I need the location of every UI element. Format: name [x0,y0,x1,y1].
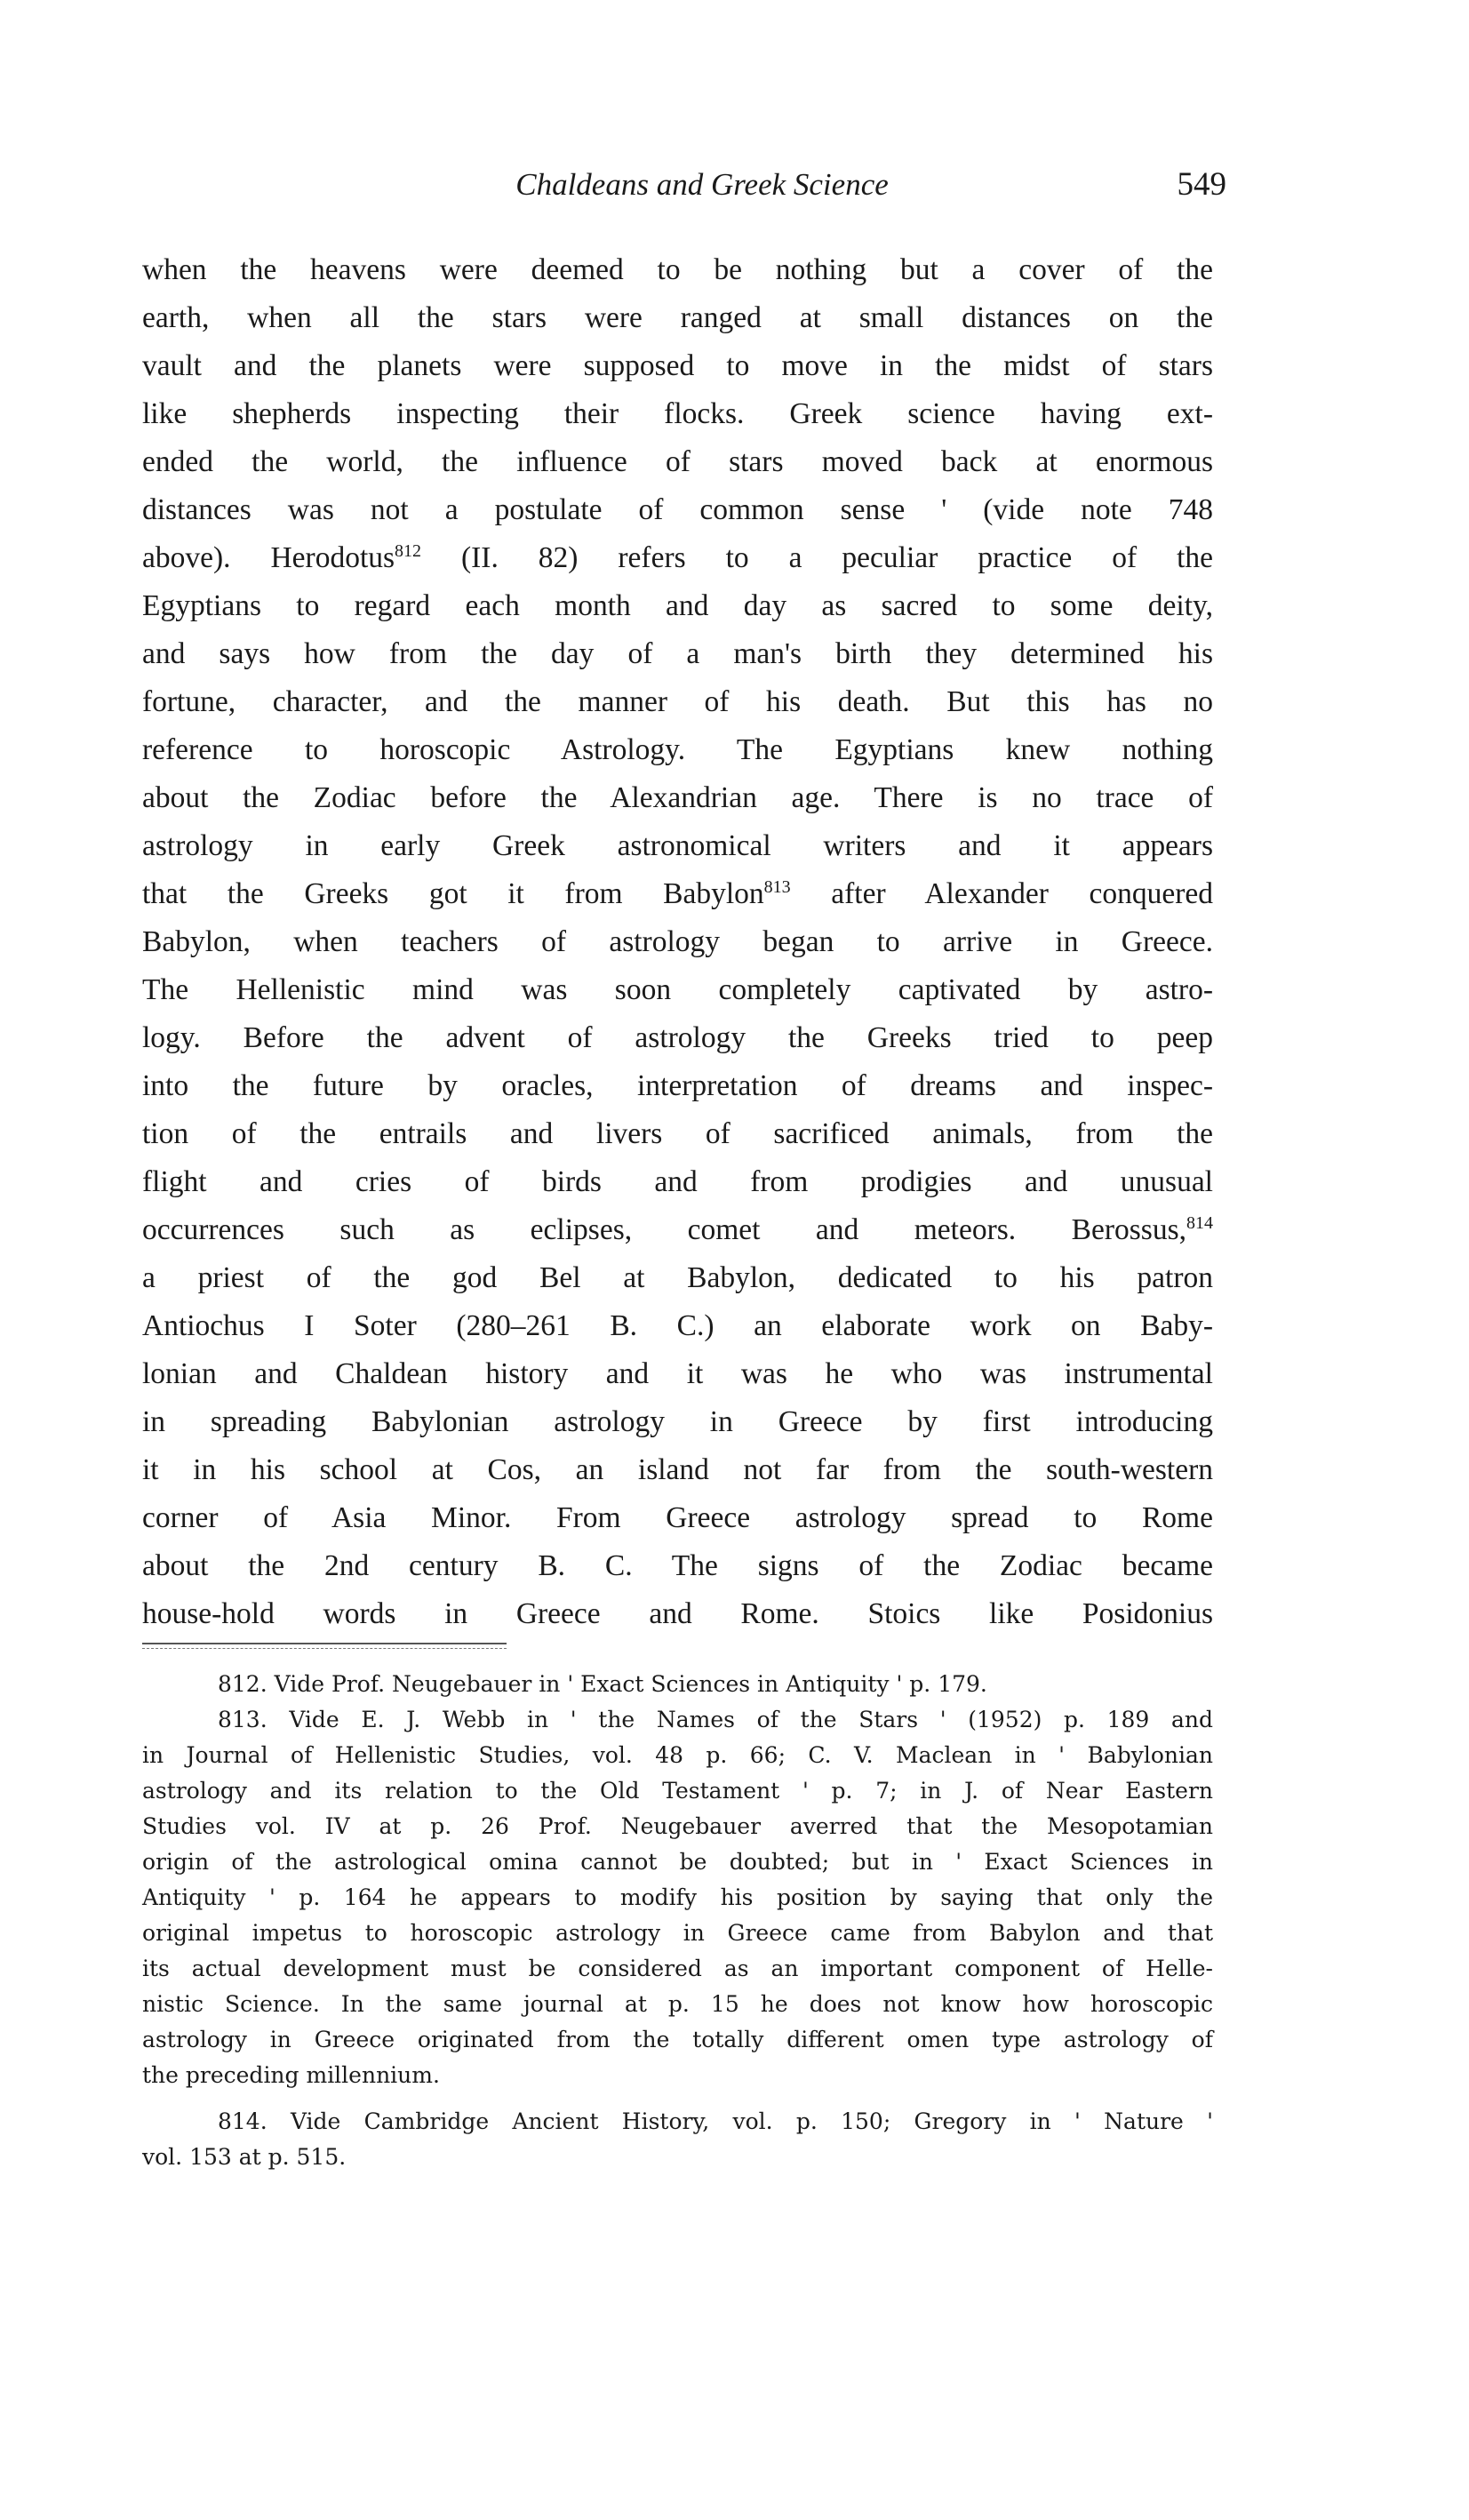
body-line: lonian and Chaldean history and it was he who was instrumental [142,1357,1213,1390]
body-line: Egyptians to regard each month and day as sacred to some deity, [142,589,1213,622]
body-line: logy. Before the advent of astrology the Greeks tried to peep [142,1021,1213,1054]
footnote-813-line: in Journal of Hellenistic Studies, vol. 48 p. 66; C. V. Maclean in ' Babylonian [142,1742,1213,1768]
footnote-ref-812: 812 [395,541,422,561]
footnote-813-line: astrology in Greece originated from the totally different omen type astrology of [142,2027,1213,2052]
body-line: when the heavens were deemed to be nothing but a cover of the [142,253,1213,286]
footnotes [142,1667,1213,2175]
footnote-813-line: nistic Science. In the same journal at p. 15 he does not know how horoscopic [142,1991,1213,2017]
footnote-ref-813: 813 [763,877,791,897]
footnote-separator [142,1643,507,1644]
footnote-814-line: 814. Vide Cambridge Ancient History, vol. p. 150; Gregory in ' Nature ' [218,2108,1213,2134]
body-line: like shepherds inspecting their flocks. Greek science having ext- [142,397,1213,430]
footnote-813-line: astrology and its relation to the Old Testament ' p. 7; in J. of Near Eastern [142,1778,1213,1804]
body-line-part: after Alexander conquered [831,877,1213,910]
body-line: about the Zodiac before the Alexandrian age. There is no trace of [142,781,1213,814]
footnote-813-line: Antiquity ' p. 164 he appears to modify his position by saying that only the [142,1884,1213,1910]
body-line: fortune, character, and the manner of his death. But this has no [142,685,1213,718]
body-line: Antiochus I Soter (280–261 B. C.) an elaborate work on Baby- [142,1309,1213,1342]
footnote-ref-814: 814 [1186,1213,1213,1233]
body-line-with-footnote-ref [142,1206,1213,1254]
body-line: vault and the planets were supposed to move in the midst of stars [142,349,1213,382]
body-line: reference to horoscopic Astrology. The Egyptians knew nothing [142,733,1213,766]
body-line: house-hold words in Greece and Rome. Stoics like Posidonius [142,1597,1213,1630]
body-line: corner of Asia Minor. From Greece astrology spread to Rome [142,1501,1213,1534]
body-line: ended the world, the influence of stars moved back at enormous [142,445,1213,478]
body-line: about the 2nd century B. C. The signs of the Zodiac became [142,1549,1213,1582]
footnote-814-line: vol. 153 at p. 515. [142,2144,347,2170]
body-line: tion of the entrails and livers of sacrificed animals, from the [142,1117,1213,1150]
body-line-part: that the Greeks got it from Babylon [142,877,764,910]
body-line-part: (II. 82) refers to a peculiar practice of the [461,541,1213,574]
footnote-813-line: its actual development must be considered as an important component of Helle- [142,1956,1213,1981]
body-line: and says how from the day of a man's birth they determined his [142,637,1213,670]
body-line: in spreading Babylonian astrology in Greece by first introducing [142,1405,1213,1438]
body-line-with-footnote-ref [142,870,1213,918]
body-line: The Hellenistic mind was soon completely captivated by astro- [142,973,1213,1006]
body-line: earth, when all the stars were ranged at small distances on the [142,301,1213,334]
body-line: into the future by oracles, interpretation of dreams and inspec- [142,1069,1213,1102]
footnote-813-line: Studies vol. IV at p. 26 Prof. Neugebauer averred that the Mesopotamian [142,1813,1213,1839]
page-header [0,158,1469,212]
body-line: astrology in early Greek astronomical writers and it appears [142,829,1213,862]
body-line-part: above). Herodotus [142,541,395,574]
page-number: 549 [1177,166,1226,203]
footnote-813-line: original impetus to horoscopic astrology in Greece came from Babylon and that [142,1920,1213,1946]
body-line: Babylon, when teachers of astrology began to arrive in Greece. [142,925,1213,958]
footnote-813-line: the preceding millennium. [142,2062,440,2088]
footnote-separator-secondary [142,1648,507,1649]
body-line: flight and cries of birds and from prodigies and unusual [142,1165,1213,1198]
body-line: it in his school at Cos, an island not far from the south-western [142,1453,1213,1486]
body-line-with-footnote-ref [142,534,1213,582]
body-line: distances was not a postulate of common sense ' (vide note 748 [142,493,1213,526]
footnote-813-line: 813. Vide E. J. Webb in ' the Names of the Stars ' (1952) p. 189 and [218,1707,1213,1732]
footnote-gap [142,2093,1213,2104]
footnote-812: 812. Vide Prof. Neugebauer in ' Exact Sciences in Antiquity ' p. 179. [218,1671,987,1697]
body-line-part: occurrences such as eclipses, comet and meteors. Berossus, [142,1213,1186,1246]
body-line: a priest of the god Bel at Babylon, dedicated to his patron [142,1261,1213,1294]
running-title: Chaldeans and Greek Science [515,167,889,202]
body-text [142,246,1213,1638]
footnote-813-line: origin of the astrological omina cannot be doubted; but in ' Exact Sciences in [142,1849,1213,1875]
